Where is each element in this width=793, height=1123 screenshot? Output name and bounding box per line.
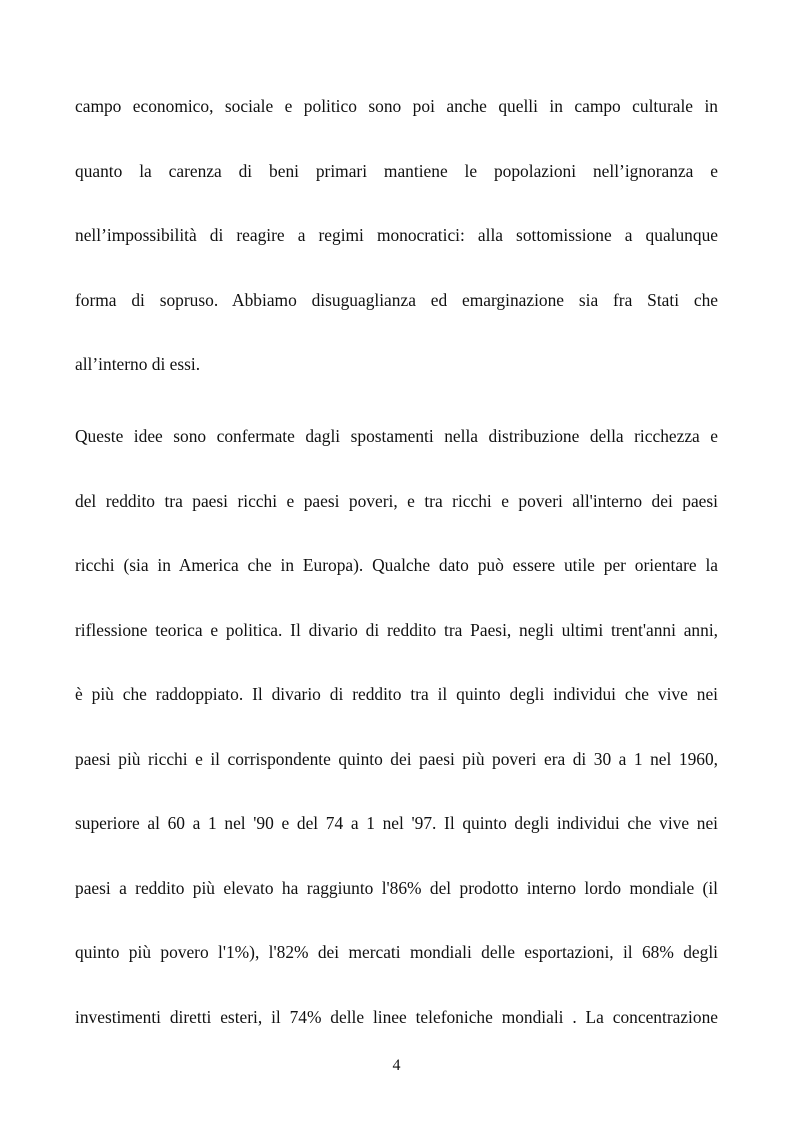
text-line: del reddito tra paesi ricchi e paesi poveri, e tra ricchi e poveri all'interno dei paesi [75, 490, 718, 511]
paragraph-2 [75, 404, 718, 1049]
text-line: forma di sopruso. Abbiamo disuguaglianza ed emarginazione sia fra Stati che [75, 289, 718, 310]
text-line: campo economico, sociale e politico sono poi anche quelli in campo culturale in [75, 96, 718, 116]
text-line: ricchi (sia in America che in Europa). Qualche dato può essere utile per orientare la [75, 555, 718, 575]
text-line: all’interno di essi. [75, 354, 201, 374]
text-line: quanto la carenza di beni primari mantiene le popolazioni nell’ignoranza e [75, 160, 718, 181]
text-line: paesi a reddito più elevato ha raggiunto l'86% del prodotto interno lordo mondiale (il [75, 877, 718, 898]
text-line: quinto più povero l'1%), l'82% dei mercati mondiali delle esportazioni, il 68% degli [75, 942, 718, 962]
text-line: paesi più ricchi e il corrispondente quinto dei paesi più poveri era di 30 a 1 nel 1960, [75, 748, 718, 769]
text-line: è più che raddoppiato. Il divario di reddito tra il quinto degli individui che vive nei [75, 684, 718, 704]
text-line: nell’impossibilità di reagire a regimi monocratici: alla sottomissione a qualunque [75, 225, 718, 245]
text-line: Queste idee sono confermate dagli spostamenti nella distribuzione della ricchezza e [75, 426, 718, 446]
paragraph-1 [75, 74, 718, 397]
text-line: riflessione teorica e politica. Il divario di reddito tra Paesi, negli ultimi trent'anni anni, [75, 619, 718, 640]
page-number: 4 [392, 1057, 401, 1074]
text-line: superiore al 60 a 1 nel '90 e del 74 a 1 nel '97. Il quinto degli individui che vive nei [75, 813, 718, 833]
text-line: investimenti diretti esteri, il 74% delle linee telefoniche mondiali . La concentrazione [75, 1006, 718, 1027]
